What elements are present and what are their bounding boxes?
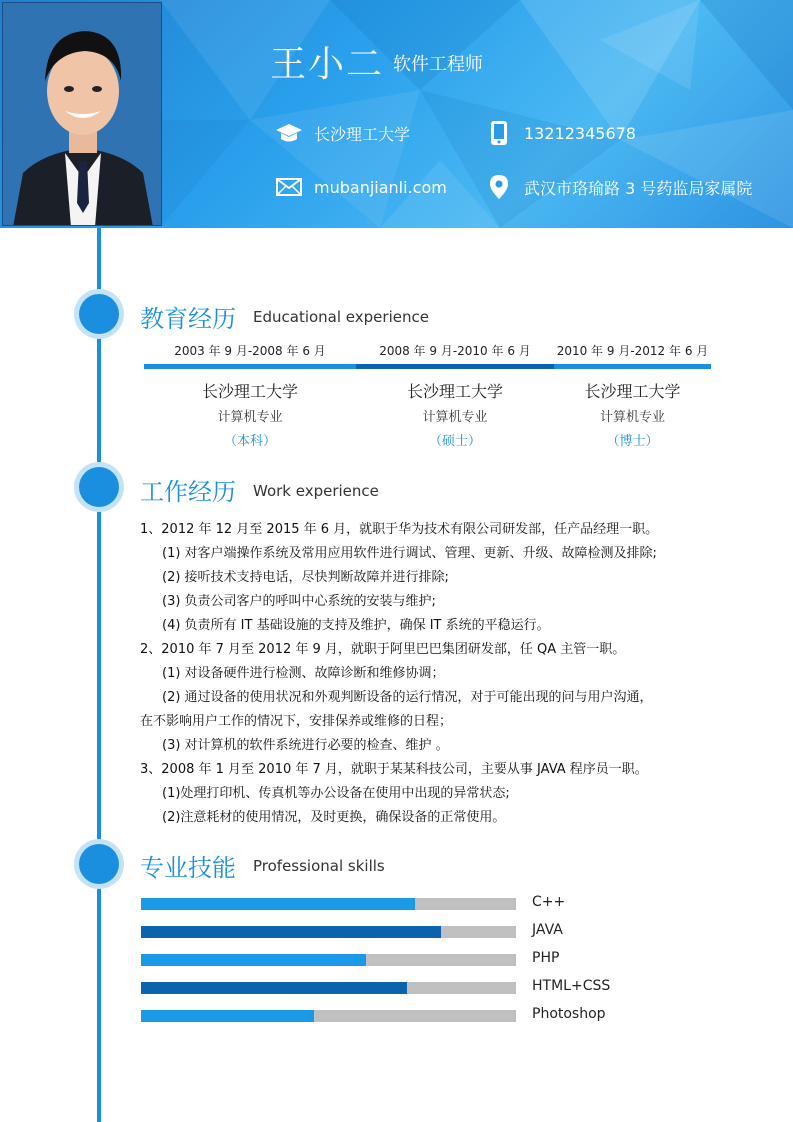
work-item-line: (2) 通过设备的使用状况和外观判断设备的运行情况，对于可能出现的问与用户沟通， xyxy=(162,690,653,705)
section-title-work: 工作经历 xyxy=(140,478,236,506)
timeline-dot-work xyxy=(79,467,119,507)
work-item-line: 在不影响用户工作的情况下，安排保养或维修的日程； xyxy=(140,714,453,729)
work-item-line: 3、2008 年 1 月至 2010 年 7 月，就职于某某科技公司，主要从事 JAVA 程序员一职。 xyxy=(140,762,648,777)
skill-label: HTML+CSS xyxy=(532,978,611,994)
address-info xyxy=(484,174,752,200)
skill-bar xyxy=(141,926,516,938)
education-degree: （博士） xyxy=(606,434,659,449)
skill-bar-fill xyxy=(141,1010,314,1022)
section-subtitle-skills: Professional skills xyxy=(253,857,385,875)
education-school: 长沙理工大学 xyxy=(584,382,681,401)
skill-bar xyxy=(141,898,516,910)
home-address: 武汉市珞瑜路 3 号药监局家属院 xyxy=(524,178,753,198)
section-title-education: 教育经历 xyxy=(140,305,236,333)
work-item-line: (4) 负责所有 IT 基础设施的支持及维护，确保 IT 系统的平稳运行。 xyxy=(162,618,550,633)
education-bar xyxy=(356,364,554,369)
education-major: 计算机专业 xyxy=(422,410,488,425)
work-item-line: (2) 接听技术支持电话，尽快判断故障并进行排除; xyxy=(162,570,449,585)
school-name: 长沙理工大学 xyxy=(314,124,411,144)
education-date: 2008 年 9 月-2010 年 6 月 xyxy=(379,344,531,358)
section-title-skills: 专业技能 xyxy=(140,854,236,882)
skill-bar-fill xyxy=(141,954,366,966)
timeline-dot-skills xyxy=(79,844,119,884)
mail-icon xyxy=(274,174,304,200)
phone-number: 13212345678 xyxy=(524,123,636,143)
education-major: 计算机专业 xyxy=(599,410,665,425)
education-date: 2003 年 9 月-2008 年 6 月 xyxy=(174,344,326,358)
education-bar xyxy=(554,364,711,369)
skill-label: JAVA xyxy=(532,922,563,938)
section-subtitle-work: Work experience xyxy=(253,482,379,500)
skill-label: Photoshop xyxy=(532,1006,606,1022)
work-item-line: (1) 对设备硬件进行检测、故障诊断和维修协调； xyxy=(162,666,445,681)
email-address: mubanjianli.com xyxy=(314,177,447,197)
skill-bar xyxy=(141,954,516,966)
skill-label: C++ xyxy=(532,894,566,910)
job-title: 软件工程师 xyxy=(393,54,483,75)
skill-bar xyxy=(141,1010,516,1022)
avatar xyxy=(2,2,162,226)
education-degree: （硕士） xyxy=(428,434,481,449)
graduation-cap-icon xyxy=(274,120,304,146)
education-bar xyxy=(144,364,356,369)
education-degree: （本科） xyxy=(223,434,276,449)
location-pin-icon xyxy=(484,174,514,200)
work-item-line: (3) 对计算机的软件系统进行必要的检查、维护 。 xyxy=(162,738,449,753)
skill-bar-fill xyxy=(141,926,441,938)
education-date: 2010 年 9 月-2012 年 6 月 xyxy=(556,344,709,358)
work-item-line: (3) 负责公司客户的呼叫中心系统的安装与维护; xyxy=(162,594,436,609)
work-item-line: (2)注意耗材的使用情况，及时更换，确保设备的正常使用。 xyxy=(162,810,506,825)
work-item-line: 2、2010 年 7 月至 2012 年 9 月，就职于阿里巴巴集团研发部，任 QA 主管一职。 xyxy=(140,642,626,657)
skill-bar-fill xyxy=(141,982,407,994)
section-subtitle-education: Educational experience xyxy=(253,308,429,326)
skill-label: PHP xyxy=(532,950,560,966)
school-info xyxy=(274,120,410,146)
person-name: 王小二 xyxy=(270,44,385,85)
education-school: 长沙理工大学 xyxy=(201,382,298,401)
email-info xyxy=(274,174,447,200)
skill-bar xyxy=(141,982,516,994)
work-item-line: (1)处理打印机、传真机等办公设备在使用中出现的异常状态; xyxy=(162,786,510,801)
phone-info xyxy=(484,120,636,146)
work-item-line: (1) 对客户端操作系统及常用应用软件进行调试、管理、更新、升级、故障检测及排除; xyxy=(162,546,657,561)
education-major: 计算机专业 xyxy=(217,410,283,425)
resume-header xyxy=(0,0,793,228)
work-item-line: 1、2012 年 12 月至 2015 年 6 月，就职于华为技术有限公司研发部，任产品经理一职。 xyxy=(140,522,659,537)
work-experience-list xyxy=(140,518,730,830)
education-school: 长沙理工大学 xyxy=(406,382,503,401)
timeline-dot-education xyxy=(79,294,119,334)
phone-icon xyxy=(484,120,514,146)
skill-bar-fill xyxy=(141,898,415,910)
timeline-line xyxy=(97,228,101,1122)
